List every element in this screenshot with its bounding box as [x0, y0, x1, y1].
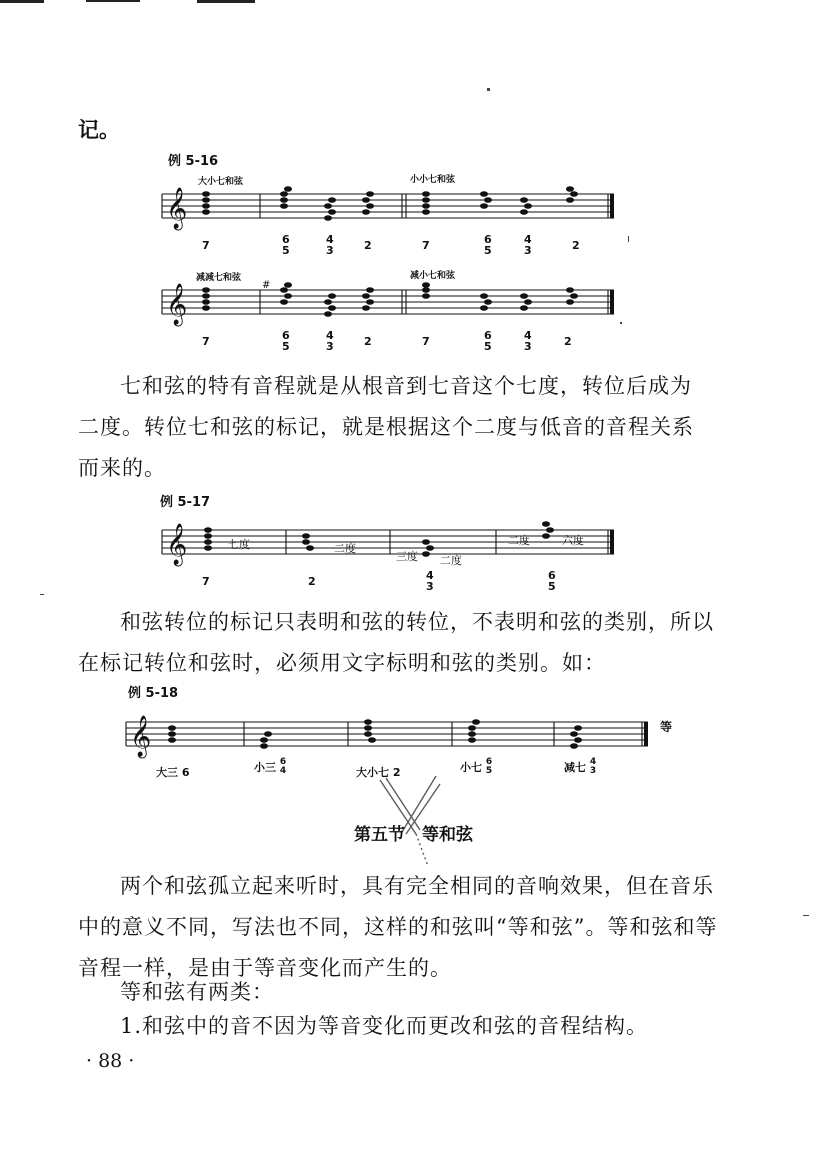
scan-speck	[487, 88, 490, 91]
figured-bass: 4 3	[326, 329, 334, 353]
text-fragment: 记。	[78, 117, 120, 142]
figured-bass: 4 3	[426, 569, 434, 593]
example-label: 例 5-17	[160, 495, 211, 510]
scan-speck	[620, 322, 622, 324]
body-paragraph: 两个和弦孤立起来听时，具有完全相同的音响效果，但在音乐 中的意义不同，写法也不同，这样的和弦叫“等和弦”。等和弦和等 音程一样，是由于等音变化而产生的。	[78, 874, 718, 980]
figured-bass: 4 3	[524, 233, 532, 257]
interval-annotation: 六度	[562, 534, 584, 547]
figured-bass: 2	[364, 335, 372, 348]
interval-annotation: 七度	[228, 538, 250, 551]
figured-bass: 2	[364, 239, 372, 252]
figured-bass: 2	[308, 575, 316, 588]
scan-edge-mark	[197, 0, 255, 3]
continuation-mark: 等	[660, 720, 673, 734]
interval-annotation: 二度	[334, 542, 356, 555]
interval-annotation: 三度	[396, 550, 418, 563]
chord-type-label: 减减七和弦	[196, 273, 242, 283]
example-label: 例 5-18	[128, 686, 179, 701]
figured-bass: 4 3	[326, 233, 334, 257]
figured-bass: 7	[422, 335, 430, 348]
section-title: 第五节 等和弦	[354, 825, 473, 845]
chord-type-label: 小小七和弦	[410, 175, 456, 185]
chord-figure-label: 减七 4 3	[564, 757, 597, 776]
music-staff	[126, 712, 656, 762]
figured-bass: 6 5	[484, 329, 492, 353]
example-label: 例 5-16	[168, 154, 219, 169]
scan-speck	[803, 915, 809, 916]
body-paragraph: 1.和弦中的音不因为等音变化而更改和弦的音程结构。	[120, 1014, 649, 1038]
figured-bass: 7	[202, 335, 210, 348]
figured-bass: 2	[564, 335, 572, 348]
figured-bass: 2	[572, 239, 580, 252]
figured-bass: 6 5	[548, 569, 556, 593]
page-number: · 88 ·	[86, 1050, 135, 1072]
scan-edge-mark	[0, 0, 44, 3]
body-paragraph: 和弦转位的标记只表明和弦的转位，不表明和弦的类别，所以 在标记转位和弦时，必须用文字标明和弦的类别。如：	[78, 610, 714, 675]
figured-bass: 6 5	[282, 329, 290, 353]
chord-figure-label: 小三 6 4	[254, 757, 287, 776]
body-paragraph: 七和弦的特有音程就是从根音到七音这个七度，转位后成为 二度。转位七和弦的标记，就是根据这个二度与低音的音程关系 而来的。	[78, 374, 694, 480]
chord-figure-label: 大小七 2	[356, 766, 401, 779]
interval-annotation: 二度	[440, 554, 462, 567]
body-paragraph: 等和弦有两类：	[120, 980, 274, 1004]
scan-speck	[628, 236, 629, 242]
figured-bass: 6 5	[282, 233, 290, 257]
svg-text:𝄞: 𝄞	[166, 524, 188, 565]
figured-bass: 7	[202, 239, 210, 252]
svg-text:#: #	[262, 280, 271, 291]
scan-edge-mark	[86, 0, 140, 2]
chord-figure-label: 大三 6	[156, 766, 190, 779]
chord-figure-label: 小七 6 5	[460, 757, 493, 776]
figured-bass: 7	[422, 239, 430, 252]
svg-text:𝄞: 𝄞	[130, 716, 152, 757]
music-staff	[162, 186, 622, 234]
svg-text:𝄞: 𝄞	[166, 284, 188, 325]
music-staff	[162, 282, 622, 330]
svg-text:𝄞: 𝄞	[166, 188, 188, 229]
chord-type-label: 大小七和弦	[198, 177, 244, 187]
scan-speck	[40, 594, 44, 595]
figured-bass: 6 5	[484, 233, 492, 257]
chord-type-label: 减小七和弦	[410, 271, 456, 281]
interval-annotation: 二度	[508, 534, 530, 547]
figured-bass: 4 3	[524, 329, 532, 353]
figured-bass: 7	[202, 575, 210, 588]
